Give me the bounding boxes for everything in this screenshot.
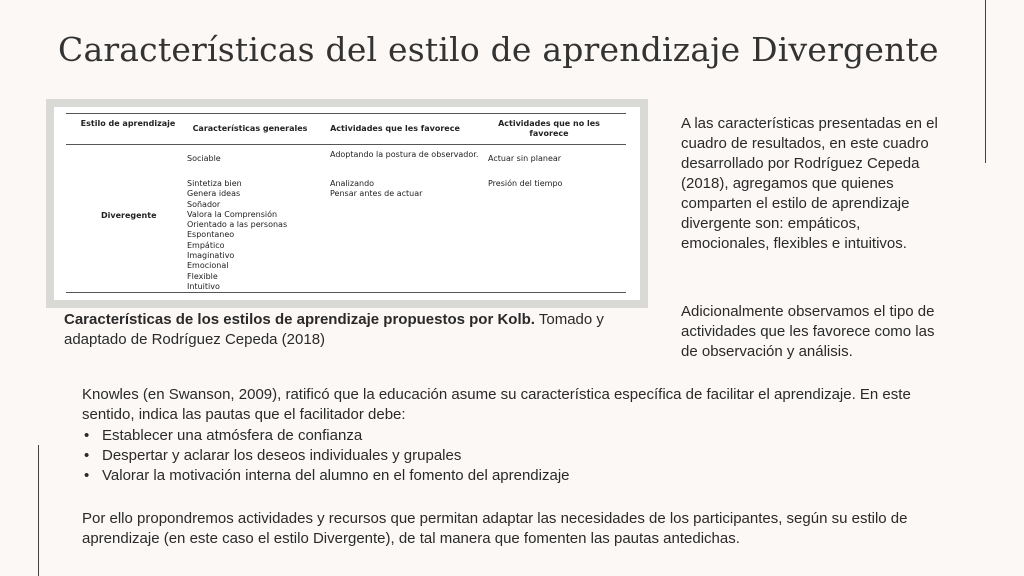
side-paragraph-2: Adicionalmente observamos el tipo de actividades que les favorece como las de observación y análisis. <box>681 303 935 360</box>
bullet-icon: • <box>84 427 90 444</box>
bullet-icon: • <box>84 467 90 484</box>
decorative-vertical-line-bottom <box>38 445 39 576</box>
table-header-rule <box>66 144 626 145</box>
header-caracteristicas: Características generales <box>192 124 308 133</box>
general-item: Valora la Comprensión <box>187 209 278 219</box>
table-caption <box>64 310 639 350</box>
header-favorece: Actividades que les favorece <box>330 124 460 133</box>
kolb-table <box>54 107 640 300</box>
bullet-icon: • <box>84 447 90 464</box>
row1-no-favorece-cell: Actuar sin planear <box>488 154 562 163</box>
style-name-cell: Diveregente <box>101 211 157 220</box>
row1-general-cell: Sociable <box>187 154 221 163</box>
general-item: Orientado a las personas <box>187 220 288 230</box>
general-item: Empático <box>187 240 225 250</box>
table-top-rule <box>66 113 626 114</box>
list-item-text: Establecer una atmósfera de confianza <box>102 427 363 444</box>
list-item <box>82 466 962 486</box>
general-item: Flexible <box>187 271 218 281</box>
facilitator-guidelines-list <box>82 426 962 486</box>
row1-favorece-cell: Adoptando la postura de observador. <box>330 150 479 159</box>
list-item-text: Valorar la motivación interna del alumno en el fomento del aprendizaje <box>102 467 570 484</box>
list-item <box>82 446 962 466</box>
general-item: Sintetiza bien <box>187 179 242 188</box>
favorece-item: Analizando <box>330 179 375 188</box>
favorece-item: Pensar antes de actuar <box>330 189 423 199</box>
kolb-table-image <box>46 99 648 308</box>
header-no-favorece: Actividades que no les favorece <box>498 119 600 139</box>
decorative-vertical-line-top <box>985 0 986 163</box>
row2-general-list <box>187 179 287 292</box>
header-estilo: Estilo de aprendizaje <box>80 119 176 128</box>
general-item: Emocional <box>187 261 229 271</box>
caption-rest: Tomado y adaptado de Rodríguez Cepeda (2018) <box>64 311 604 348</box>
general-item: Intuitivo <box>187 281 220 291</box>
list-item-text: Despertar y aclarar los deseos individuales y grupales <box>102 447 462 464</box>
knowles-intro: Knowles (en Swanson, 2009), ratificó que la educación asume su característica específica de facilitar el aprendizaje. En este sentido, indica las pautas que el facilitador debe: <box>82 386 911 423</box>
row2-favorece-list <box>330 179 422 200</box>
slide-title: Características del estilo de aprendizaje Divergente <box>58 30 939 69</box>
general-item: Imaginativo <box>187 251 235 261</box>
table-bottom-rule <box>66 292 626 293</box>
general-item: Genera ideas <box>187 189 241 199</box>
row2-no-favorece-cell: Presión del tiempo <box>488 179 563 188</box>
list-item <box>82 426 962 446</box>
general-item: Espontaneo <box>187 230 235 240</box>
general-item: Soñador <box>187 199 221 209</box>
closing-paragraph: Por ello propondremos actividades y recursos que permitan adaptar las necesidades de los participantes, según su estilo de aprendizaje (en este caso el estilo Divergente), de tal manera que fomenten las pautas antedichas. <box>82 510 908 547</box>
caption-bold: Características de los estilos de aprendizaje propuestos por Kolb. <box>64 311 535 328</box>
side-paragraph-1: A las características presentadas en el cuadro de resultados, en este cuadro desarrollado por Rodríguez Cepeda (2018), agregamos que quienes comparten el estilo de aprendizaje divergente son: empáticos, emocionales, flexibles e intuitivos. <box>681 115 938 252</box>
